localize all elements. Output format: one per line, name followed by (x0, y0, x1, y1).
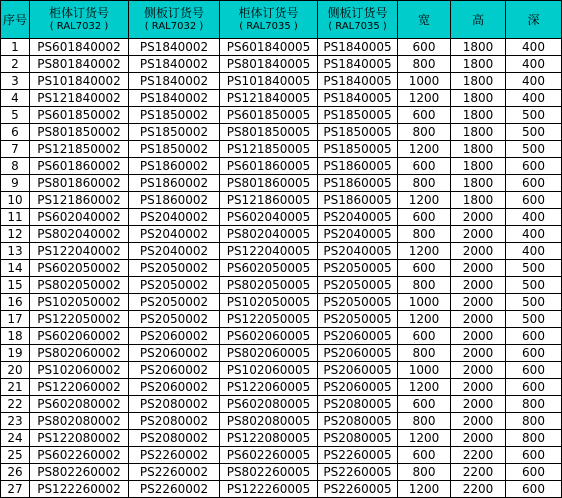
side-panel-order-no-7032: PS1840002 (129, 56, 220, 73)
width-value: 1000 (398, 294, 451, 311)
header-cabinet-ral7032 (30, 1, 129, 39)
row-index: 13 (1, 243, 30, 260)
table-row (1, 481, 562, 498)
cabinet-order-no-7035: PS801840005 (220, 56, 318, 73)
side-panel-order-no-7032: PS2060002 (129, 328, 220, 345)
depth-value: 600 (506, 362, 562, 379)
width-value: 1200 (398, 243, 451, 260)
side-panel-order-no-7032: PS2260002 (129, 447, 220, 464)
table-row (1, 192, 562, 209)
side-panel-order-no-7035: PS1850005 (318, 141, 398, 158)
depth-value: 800 (506, 396, 562, 413)
width-value: 1200 (398, 192, 451, 209)
height-value: 2000 (451, 362, 506, 379)
width-value: 800 (398, 226, 451, 243)
cabinet-order-no-7032: PS802080002 (30, 413, 129, 430)
side-panel-order-no-7032: PS2050002 (129, 311, 220, 328)
width-value: 600 (398, 396, 451, 413)
row-index: 8 (1, 158, 30, 175)
cabinet-order-no-7035: PS101840005 (220, 73, 318, 90)
width-value: 600 (398, 260, 451, 277)
row-index: 4 (1, 90, 30, 107)
cabinet-order-no-7032: PS602080002 (30, 396, 129, 413)
width-value: 800 (398, 413, 451, 430)
row-index: 6 (1, 124, 30, 141)
width-value: 1200 (398, 90, 451, 107)
cabinet-order-no-7035: PS601860005 (220, 158, 318, 175)
height-value: 1800 (451, 192, 506, 209)
cabinet-order-no-7032: PS122260002 (30, 481, 129, 498)
width-value: 800 (398, 464, 451, 481)
row-index: 25 (1, 447, 30, 464)
side-panel-order-no-7035: PS2060005 (318, 345, 398, 362)
table-row (1, 464, 562, 481)
side-panel-order-no-7035: PS2040005 (318, 209, 398, 226)
row-index: 26 (1, 464, 30, 481)
cabinet-order-no-7032: PS801840002 (30, 56, 129, 73)
cabinet-order-no-7032: PS802050002 (30, 277, 129, 294)
width-value: 800 (398, 175, 451, 192)
table-row (1, 226, 562, 243)
table-row (1, 73, 562, 90)
row-index: 19 (1, 345, 30, 362)
cabinet-order-no-7032: PS801850002 (30, 124, 129, 141)
cabinet-order-no-7035: PS121850005 (220, 141, 318, 158)
header-color-code: ( RAL7032 ) (144, 21, 204, 32)
side-panel-order-no-7032: PS2040002 (129, 243, 220, 260)
cabinet-order-no-7032: PS601850002 (30, 107, 129, 124)
side-panel-order-no-7035: PS2040005 (318, 226, 398, 243)
header-depth (506, 1, 562, 39)
cabinet-order-no-7035: PS122060005 (220, 379, 318, 396)
header-color-code: ( RAL7035 ) (328, 21, 387, 32)
table-row (1, 311, 562, 328)
table-row (1, 260, 562, 277)
table-row (1, 56, 562, 73)
depth-value: 400 (506, 90, 562, 107)
cabinet-order-no-7032: PS102060002 (30, 362, 129, 379)
row-index: 7 (1, 141, 30, 158)
table-row (1, 90, 562, 107)
table-row (1, 328, 562, 345)
header-index (1, 1, 30, 39)
cabinet-order-no-7032: PS602260002 (30, 447, 129, 464)
cabinet-order-no-7035: PS121840005 (220, 90, 318, 107)
height-value: 2000 (451, 345, 506, 362)
width-value: 600 (398, 158, 451, 175)
header-cabinet-ral7035 (220, 1, 318, 39)
width-value: 800 (398, 56, 451, 73)
cabinet-order-no-7035: PS601850005 (220, 107, 318, 124)
depth-value: 600 (506, 192, 562, 209)
side-panel-order-no-7035: PS2050005 (318, 260, 398, 277)
side-panel-order-no-7032: PS2060002 (129, 362, 220, 379)
cabinet-order-no-7035: PS122050005 (220, 311, 318, 328)
height-value: 2000 (451, 430, 506, 447)
height-value: 2200 (451, 464, 506, 481)
row-index: 18 (1, 328, 30, 345)
side-panel-order-no-7032: PS2060002 (129, 345, 220, 362)
cabinet-order-no-7035: PS602040005 (220, 209, 318, 226)
row-index: 1 (1, 39, 30, 56)
row-index: 12 (1, 226, 30, 243)
side-panel-order-no-7035: PS1850005 (318, 124, 398, 141)
side-panel-order-no-7035: PS1850005 (318, 107, 398, 124)
cabinet-order-no-7032: PS122050002 (30, 311, 129, 328)
side-panel-order-no-7032: PS1860002 (129, 175, 220, 192)
depth-value: 600 (506, 328, 562, 345)
side-panel-order-no-7035: PS1860005 (318, 158, 398, 175)
depth-value: 400 (506, 39, 562, 56)
table-row (1, 413, 562, 430)
width-value: 600 (398, 447, 451, 464)
height-value: 2000 (451, 328, 506, 345)
depth-value: 600 (506, 158, 562, 175)
width-value: 1000 (398, 362, 451, 379)
height-value: 1800 (451, 56, 506, 73)
cabinet-order-no-7035: PS102060005 (220, 362, 318, 379)
row-index: 11 (1, 209, 30, 226)
table-row (1, 447, 562, 464)
row-index: 17 (1, 311, 30, 328)
cabinet-order-no-7035: PS602080005 (220, 396, 318, 413)
cabinet-order-no-7035: PS802040005 (220, 226, 318, 243)
cabinet-order-no-7035: PS602060005 (220, 328, 318, 345)
table-row (1, 396, 562, 413)
table-row (1, 175, 562, 192)
cabinet-order-no-7035: PS801860005 (220, 175, 318, 192)
height-value: 2000 (451, 243, 506, 260)
height-value: 2000 (451, 294, 506, 311)
depth-value: 600 (506, 379, 562, 396)
side-panel-order-no-7035: PS2060005 (318, 362, 398, 379)
table-row (1, 158, 562, 175)
cabinet-order-no-7032: PS601860002 (30, 158, 129, 175)
table-row (1, 294, 562, 311)
header-color-code: ( RAL7032 ) (49, 21, 109, 32)
row-index: 27 (1, 481, 30, 498)
height-value: 2000 (451, 396, 506, 413)
side-panel-order-no-7032: PS1860002 (129, 192, 220, 209)
header-label: 深 (527, 12, 540, 27)
height-value: 2000 (451, 277, 506, 294)
row-index: 3 (1, 73, 30, 90)
row-index: 22 (1, 396, 30, 413)
depth-value: 400 (506, 243, 562, 260)
table-row (1, 430, 562, 447)
cabinet-order-no-7032: PS802260002 (30, 464, 129, 481)
table-row (1, 209, 562, 226)
width-value: 800 (398, 277, 451, 294)
cabinet-order-no-7032: PS121850002 (30, 141, 129, 158)
table-row (1, 39, 562, 56)
depth-value: 800 (506, 430, 562, 447)
height-value: 2000 (451, 311, 506, 328)
side-panel-order-no-7035: PS1860005 (318, 192, 398, 209)
depth-value: 800 (506, 413, 562, 430)
cabinet-order-no-7032: PS602040002 (30, 209, 129, 226)
height-value: 1800 (451, 124, 506, 141)
header-label: 柜体订货号 (238, 6, 299, 20)
header-width (398, 1, 451, 39)
cabinet-order-no-7032: PS802060002 (30, 345, 129, 362)
width-value: 600 (398, 107, 451, 124)
side-panel-order-no-7032: PS2040002 (129, 226, 220, 243)
depth-value: 600 (506, 481, 562, 498)
side-panel-order-no-7032: PS1840002 (129, 73, 220, 90)
row-index: 16 (1, 294, 30, 311)
depth-value: 400 (506, 73, 562, 90)
cabinet-order-no-7032: PS101840002 (30, 73, 129, 90)
side-panel-order-no-7032: PS2080002 (129, 396, 220, 413)
table-row (1, 345, 562, 362)
header-label: 高 (471, 12, 484, 27)
table-body (1, 39, 562, 498)
cabinet-order-no-7035: PS122080005 (220, 430, 318, 447)
cabinet-order-no-7032: PS602050002 (30, 260, 129, 277)
side-panel-order-no-7035: PS1840005 (318, 39, 398, 56)
side-panel-order-no-7035: PS2050005 (318, 277, 398, 294)
height-value: 2000 (451, 260, 506, 277)
cabinet-order-no-7035: PS801850005 (220, 124, 318, 141)
side-panel-order-no-7035: PS2260005 (318, 464, 398, 481)
row-index: 15 (1, 277, 30, 294)
side-panel-order-no-7032: PS2060002 (129, 379, 220, 396)
side-panel-order-no-7032: PS2040002 (129, 209, 220, 226)
cabinet-order-no-7035: PS802060005 (220, 345, 318, 362)
header-label: 侧板订货号 (327, 6, 388, 20)
side-panel-order-no-7035: PS2050005 (318, 311, 398, 328)
table-row (1, 107, 562, 124)
header-label: 序号 (2, 12, 27, 27)
cabinet-order-no-7035: PS102050005 (220, 294, 318, 311)
cabinet-order-no-7032: PS601840002 (30, 39, 129, 56)
cabinet-order-no-7035: PS802080005 (220, 413, 318, 430)
cabinet-order-no-7035: PS602260005 (220, 447, 318, 464)
cabinet-order-no-7035: PS121860005 (220, 192, 318, 209)
cabinet-order-no-7032: PS121860002 (30, 192, 129, 209)
side-panel-order-no-7032: PS1840002 (129, 39, 220, 56)
side-panel-order-no-7032: PS1840002 (129, 90, 220, 107)
table-row (1, 379, 562, 396)
height-value: 2000 (451, 209, 506, 226)
height-value: 2000 (451, 226, 506, 243)
depth-value: 500 (506, 311, 562, 328)
side-panel-order-no-7035: PS1860005 (318, 175, 398, 192)
side-panel-order-no-7032: PS2260002 (129, 464, 220, 481)
width-value: 600 (398, 39, 451, 56)
side-panel-order-no-7035: PS2060005 (318, 379, 398, 396)
cabinet-order-no-7035: PS602050005 (220, 260, 318, 277)
width-value: 1200 (398, 141, 451, 158)
table-row (1, 141, 562, 158)
side-panel-order-no-7035: PS2050005 (318, 294, 398, 311)
side-panel-order-no-7032: PS2050002 (129, 294, 220, 311)
depth-value: 600 (506, 447, 562, 464)
header-side-panel-ral7035 (318, 1, 398, 39)
table-row (1, 362, 562, 379)
depth-value: 400 (506, 209, 562, 226)
side-panel-order-no-7032: PS1850002 (129, 124, 220, 141)
depth-value: 600 (506, 175, 562, 192)
header-color-code: ( RAL7035 ) (239, 21, 298, 32)
header-label: 柜体订货号 (48, 6, 109, 20)
side-panel-order-no-7035: PS2080005 (318, 396, 398, 413)
header-row (1, 1, 562, 39)
side-panel-order-no-7032: PS2080002 (129, 413, 220, 430)
side-panel-order-no-7035: PS1840005 (318, 56, 398, 73)
table-row (1, 243, 562, 260)
side-panel-order-no-7032: PS1850002 (129, 141, 220, 158)
header-label: 侧板订货号 (143, 6, 204, 20)
cabinet-order-no-7032: PS801860002 (30, 175, 129, 192)
cabinet-order-no-7035: PS122260005 (220, 481, 318, 498)
cabinet-order-no-7035: PS802050005 (220, 277, 318, 294)
depth-value: 600 (506, 345, 562, 362)
height-value: 2000 (451, 379, 506, 396)
cabinet-order-no-7035: PS601840005 (220, 39, 318, 56)
side-panel-order-no-7032: PS2050002 (129, 277, 220, 294)
height-value: 1800 (451, 175, 506, 192)
cabinet-order-no-7035: PS122040005 (220, 243, 318, 260)
side-panel-order-no-7035: PS2040005 (318, 243, 398, 260)
depth-value: 500 (506, 141, 562, 158)
side-panel-order-no-7035: PS2080005 (318, 430, 398, 447)
side-panel-order-no-7035: PS2060005 (318, 328, 398, 345)
depth-value: 500 (506, 260, 562, 277)
side-panel-order-no-7032: PS1860002 (129, 158, 220, 175)
cabinet-order-no-7035: PS802260005 (220, 464, 318, 481)
depth-value: 600 (506, 464, 562, 481)
row-index: 20 (1, 362, 30, 379)
side-panel-order-no-7035: PS1840005 (318, 90, 398, 107)
side-panel-order-no-7032: PS1850002 (129, 107, 220, 124)
row-index: 9 (1, 175, 30, 192)
side-panel-order-no-7035: PS1840005 (318, 73, 398, 90)
height-value: 1800 (451, 107, 506, 124)
height-value: 1800 (451, 73, 506, 90)
width-value: 600 (398, 209, 451, 226)
cabinet-order-no-7032: PS122080002 (30, 430, 129, 447)
cabinet-order-no-7032: PS121840002 (30, 90, 129, 107)
side-panel-order-no-7032: PS2080002 (129, 430, 220, 447)
cabinet-order-no-7032: PS802040002 (30, 226, 129, 243)
height-value: 1800 (451, 141, 506, 158)
cabinet-order-no-7032: PS122040002 (30, 243, 129, 260)
table-row (1, 124, 562, 141)
height-value: 2200 (451, 447, 506, 464)
cabinet-order-no-7032: PS102050002 (30, 294, 129, 311)
header-height (451, 1, 506, 39)
row-index: 5 (1, 107, 30, 124)
height-value: 2000 (451, 413, 506, 430)
width-value: 1200 (398, 311, 451, 328)
width-value: 1200 (398, 430, 451, 447)
row-index: 14 (1, 260, 30, 277)
height-value: 2200 (451, 481, 506, 498)
height-value: 1800 (451, 90, 506, 107)
side-panel-order-no-7032: PS2050002 (129, 260, 220, 277)
cabinet-order-no-7032: PS602060002 (30, 328, 129, 345)
side-panel-order-no-7035: PS2080005 (318, 413, 398, 430)
header-label: 宽 (417, 12, 430, 27)
width-value: 800 (398, 124, 451, 141)
height-value: 1800 (451, 158, 506, 175)
depth-value: 500 (506, 124, 562, 141)
width-value: 1200 (398, 481, 451, 498)
side-panel-order-no-7035: PS2260005 (318, 447, 398, 464)
width-value: 1000 (398, 73, 451, 90)
depth-value: 500 (506, 277, 562, 294)
side-panel-order-no-7032: PS2260002 (129, 481, 220, 498)
header-side-panel-ral7032 (129, 1, 220, 39)
depth-value: 500 (506, 294, 562, 311)
width-value: 800 (398, 345, 451, 362)
table-row (1, 277, 562, 294)
width-value: 600 (398, 328, 451, 345)
row-index: 21 (1, 379, 30, 396)
depth-value: 400 (506, 226, 562, 243)
side-panel-order-no-7035: PS2260005 (318, 481, 398, 498)
row-index: 10 (1, 192, 30, 209)
depth-value: 400 (506, 56, 562, 73)
height-value: 1800 (451, 39, 506, 56)
row-index: 23 (1, 413, 30, 430)
width-value: 1200 (398, 379, 451, 396)
table-header (1, 1, 562, 39)
cabinet-order-no-7032: PS122060002 (30, 379, 129, 396)
row-index: 2 (1, 56, 30, 73)
depth-value: 500 (506, 107, 562, 124)
row-index: 24 (1, 430, 30, 447)
